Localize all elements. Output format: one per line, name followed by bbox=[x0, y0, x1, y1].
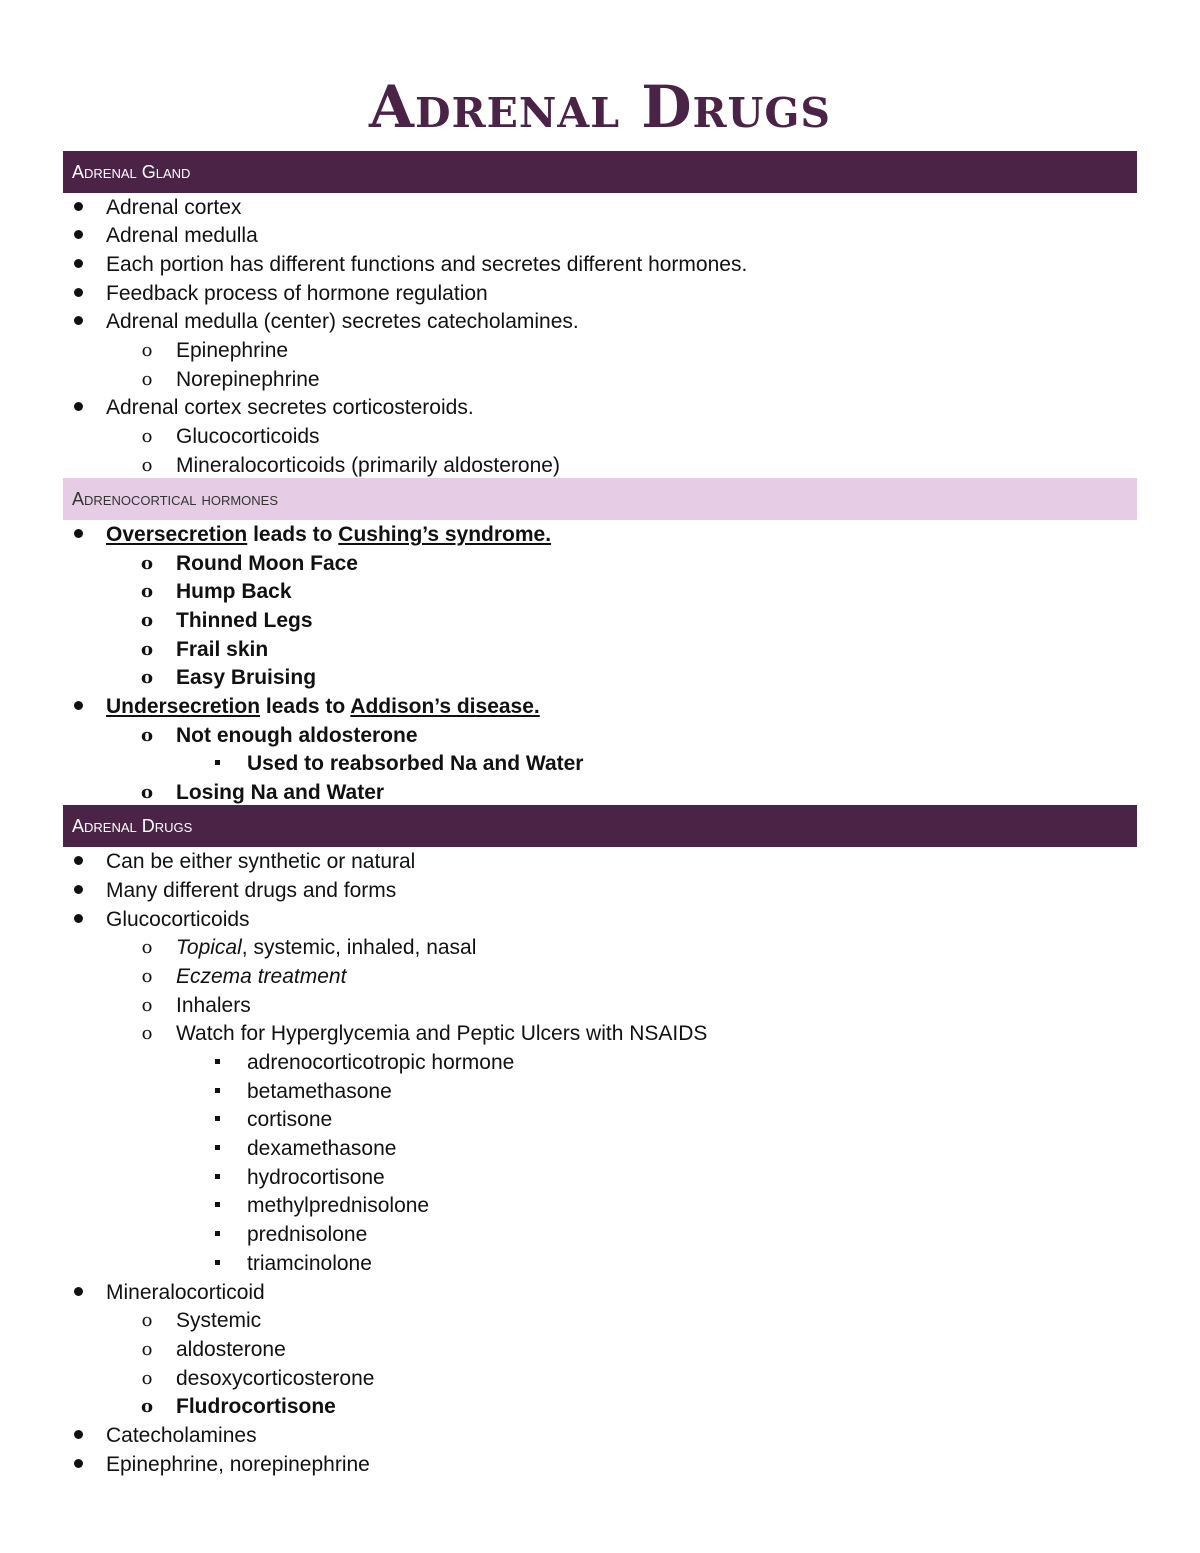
bullet-icon bbox=[63, 876, 93, 905]
bullet-icon bbox=[63, 279, 93, 308]
circle-bullet-icon: o bbox=[140, 667, 153, 688]
bullet-icon bbox=[63, 1278, 93, 1307]
bullet-icon bbox=[63, 221, 93, 250]
section-header-adrenal-drugs: Adrenal Drugs bbox=[63, 805, 1137, 847]
bullet-icon bbox=[63, 847, 93, 876]
circle-bullet-icon: o bbox=[141, 455, 153, 476]
bullet-icon bbox=[63, 1421, 93, 1450]
square-bullet-icon bbox=[202, 1105, 232, 1134]
circle-bullet-icon: o bbox=[141, 1310, 153, 1331]
square-bullet-icon bbox=[202, 1163, 232, 1192]
square-bullet-icon bbox=[202, 1134, 232, 1163]
circle-bullet-icon: o bbox=[140, 1396, 153, 1417]
square-bullet-icon bbox=[202, 1249, 232, 1278]
circle-bullet-icon: o bbox=[140, 639, 153, 660]
bullet-icon bbox=[63, 905, 93, 934]
circle-bullet-icon: o bbox=[140, 725, 153, 746]
bullet-icon bbox=[63, 250, 93, 279]
document-title: Adrenal Drugs bbox=[369, 73, 831, 141]
circle-bullet-icon: o bbox=[141, 966, 153, 987]
circle-bullet-icon: o bbox=[140, 553, 153, 574]
circle-bullet-icon: o bbox=[141, 1339, 153, 1360]
section-header-adrenocortical-hormones: Adrenocortical hormones bbox=[63, 478, 1137, 520]
circle-bullet-icon: o bbox=[140, 581, 153, 602]
circle-bullet-icon: o bbox=[140, 782, 153, 803]
bullet-icon bbox=[63, 307, 93, 336]
square-bullet-icon bbox=[202, 1191, 232, 1220]
section-header-adrenal-gland: Adrenal Gland bbox=[63, 151, 1137, 193]
circle-bullet-icon: o bbox=[140, 610, 153, 631]
bullet-icon bbox=[63, 193, 93, 222]
square-bullet-icon bbox=[202, 1220, 232, 1249]
bullet-icon bbox=[63, 692, 93, 721]
square-bullet-icon bbox=[202, 1048, 232, 1077]
circle-bullet-icon: o bbox=[141, 1023, 153, 1044]
bullet-icon bbox=[63, 520, 93, 549]
circle-bullet-icon: o bbox=[141, 369, 153, 390]
circle-bullet-icon: o bbox=[141, 426, 153, 447]
square-bullet-icon bbox=[202, 1077, 232, 1106]
circle-bullet-icon: o bbox=[141, 937, 153, 958]
circle-bullet-icon: o bbox=[141, 340, 153, 361]
circle-bullet-icon: o bbox=[141, 995, 153, 1016]
bullet-icon bbox=[63, 393, 93, 422]
circle-bullet-icon: o bbox=[141, 1368, 153, 1389]
square-bullet-icon bbox=[202, 749, 232, 778]
bullet-icon bbox=[63, 1450, 93, 1479]
